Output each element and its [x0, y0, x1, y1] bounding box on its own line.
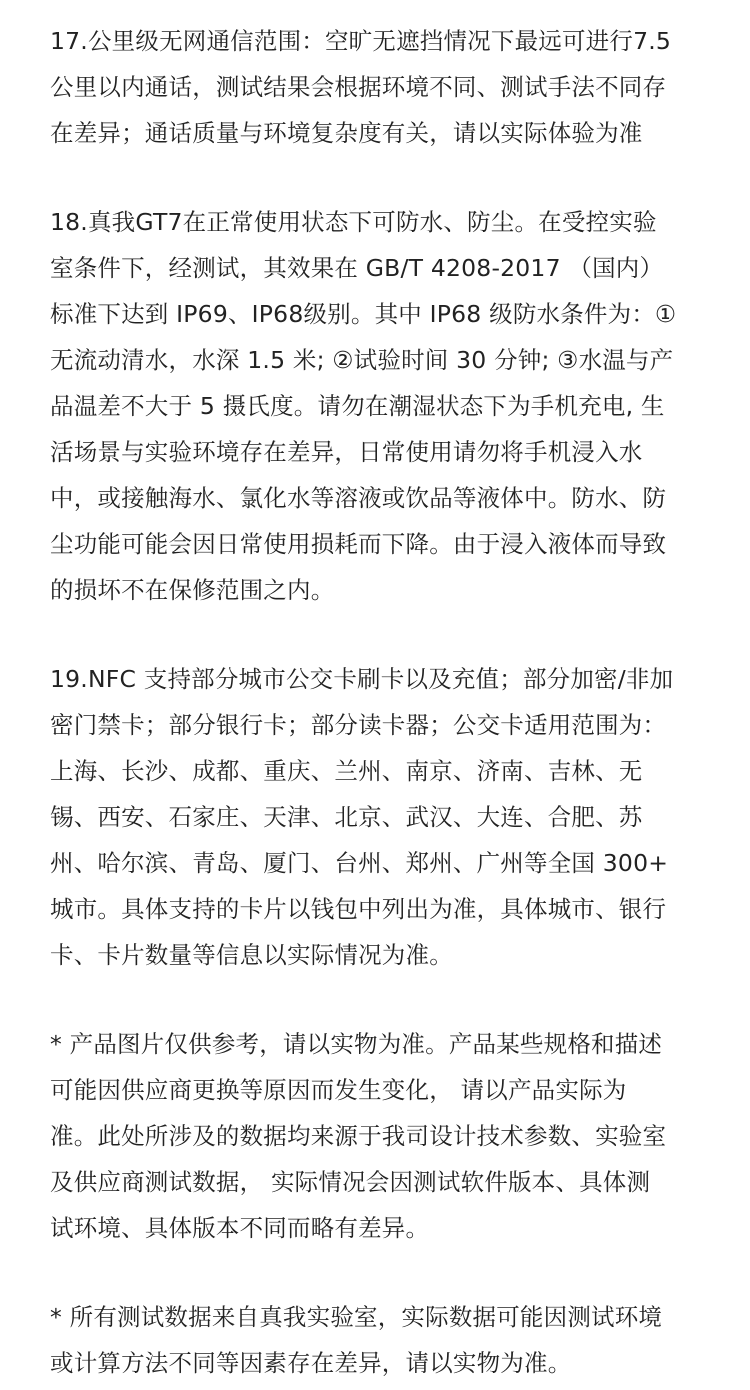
text-line: 的损坏不在保修范围之内。	[50, 576, 335, 604]
paragraph-gap	[50, 613, 705, 656]
text-line: 卡、卡片数量等信息以实际情况为准。	[50, 941, 453, 969]
footnote-19-nfc	[50, 656, 705, 978]
text-line: 19.NFC 支持部分城市公交卡刷卡以及充值；部分加密/非加	[50, 665, 674, 693]
text-line: 公里以内通话，测试结果会根据环境不同、测试手法不同存	[50, 73, 667, 101]
text-line: 18.真我GT7在正常使用状态下可防水、防尘。在受控实验	[50, 208, 657, 236]
text-line: 密门禁卡；部分银行卡；部分读卡器；公交卡适用范围为：	[50, 711, 667, 739]
paragraph-gap	[50, 156, 705, 199]
text-line: 锡、西安、石家庄、天津、北京、武汉、大连、合肥、苏	[50, 803, 643, 831]
text-line: 尘功能可能会因日常使用损耗而下降。由于浸入液体而导致	[50, 530, 667, 558]
footnote-17-range	[50, 18, 705, 156]
text-line: 城市。具体支持的卡片以钱包中列出为准，具体城市、银行	[50, 895, 667, 923]
footnote-18-waterproof	[50, 199, 705, 613]
disclaimer-document	[50, 18, 705, 1386]
text-line: 活场景与实验环境存在差异，日常使用请勿将手机浸入水	[50, 438, 643, 466]
text-line: 室条件下，经测试，其效果在 GB/T 4208-2017 （国内）	[50, 254, 664, 282]
text-line: 准。此处所涉及的数据均来源于我司设计技术参数、实验室	[50, 1122, 667, 1150]
text-line: 中，或接触海水、氯化水等溶液或饮品等液体中。防水、防	[50, 484, 667, 512]
paragraph-gap	[50, 1251, 705, 1294]
text-line: 州、哈尔滨、青岛、厦门、台州、郑州、广州等全国 300+	[50, 849, 669, 877]
text-line: 上海、长沙、成都、重庆、兰州、南京、济南、吉林、无	[50, 757, 643, 785]
text-line: 可能因供应商更换等原因而发生变化， 请以产品实际为	[50, 1076, 627, 1104]
text-line: 品温差不大于 5 摄氏度。请勿在潮湿状态下为手机充电, 生	[50, 392, 665, 420]
text-line: 及供应商测试数据， 实际情况会因测试软件版本、具体测	[50, 1168, 651, 1196]
text-line: * 产品图片仅供参考，请以实物为准。产品某些规格和描述	[50, 1030, 663, 1058]
text-line: * 所有测试数据来自真我实验室，实际数据可能因测试环境	[50, 1303, 663, 1331]
text-line: 试环境、具体版本不同而略有差异。	[50, 1214, 430, 1242]
text-line: 或计算方法不同等因素存在差异，请以实物为准。	[50, 1349, 572, 1377]
paragraph-gap	[50, 978, 705, 1021]
text-line: 17.公里级无网通信范围：空旷无遮挡情况下最远可进行7.5	[50, 27, 672, 55]
text-line: 无流动清水，水深 1.5 米; ②试验时间 30 分钟; ③水温与产	[50, 346, 674, 374]
text-line: 标准下达到 IP69、IP68级别。其中 IP68 级防水条件为：①	[50, 300, 677, 328]
text-line: 在差异；通话质量与环境复杂度有关，请以实际体验为准	[50, 119, 643, 147]
note-product-images	[50, 1021, 705, 1251]
note-test-data	[50, 1294, 705, 1386]
